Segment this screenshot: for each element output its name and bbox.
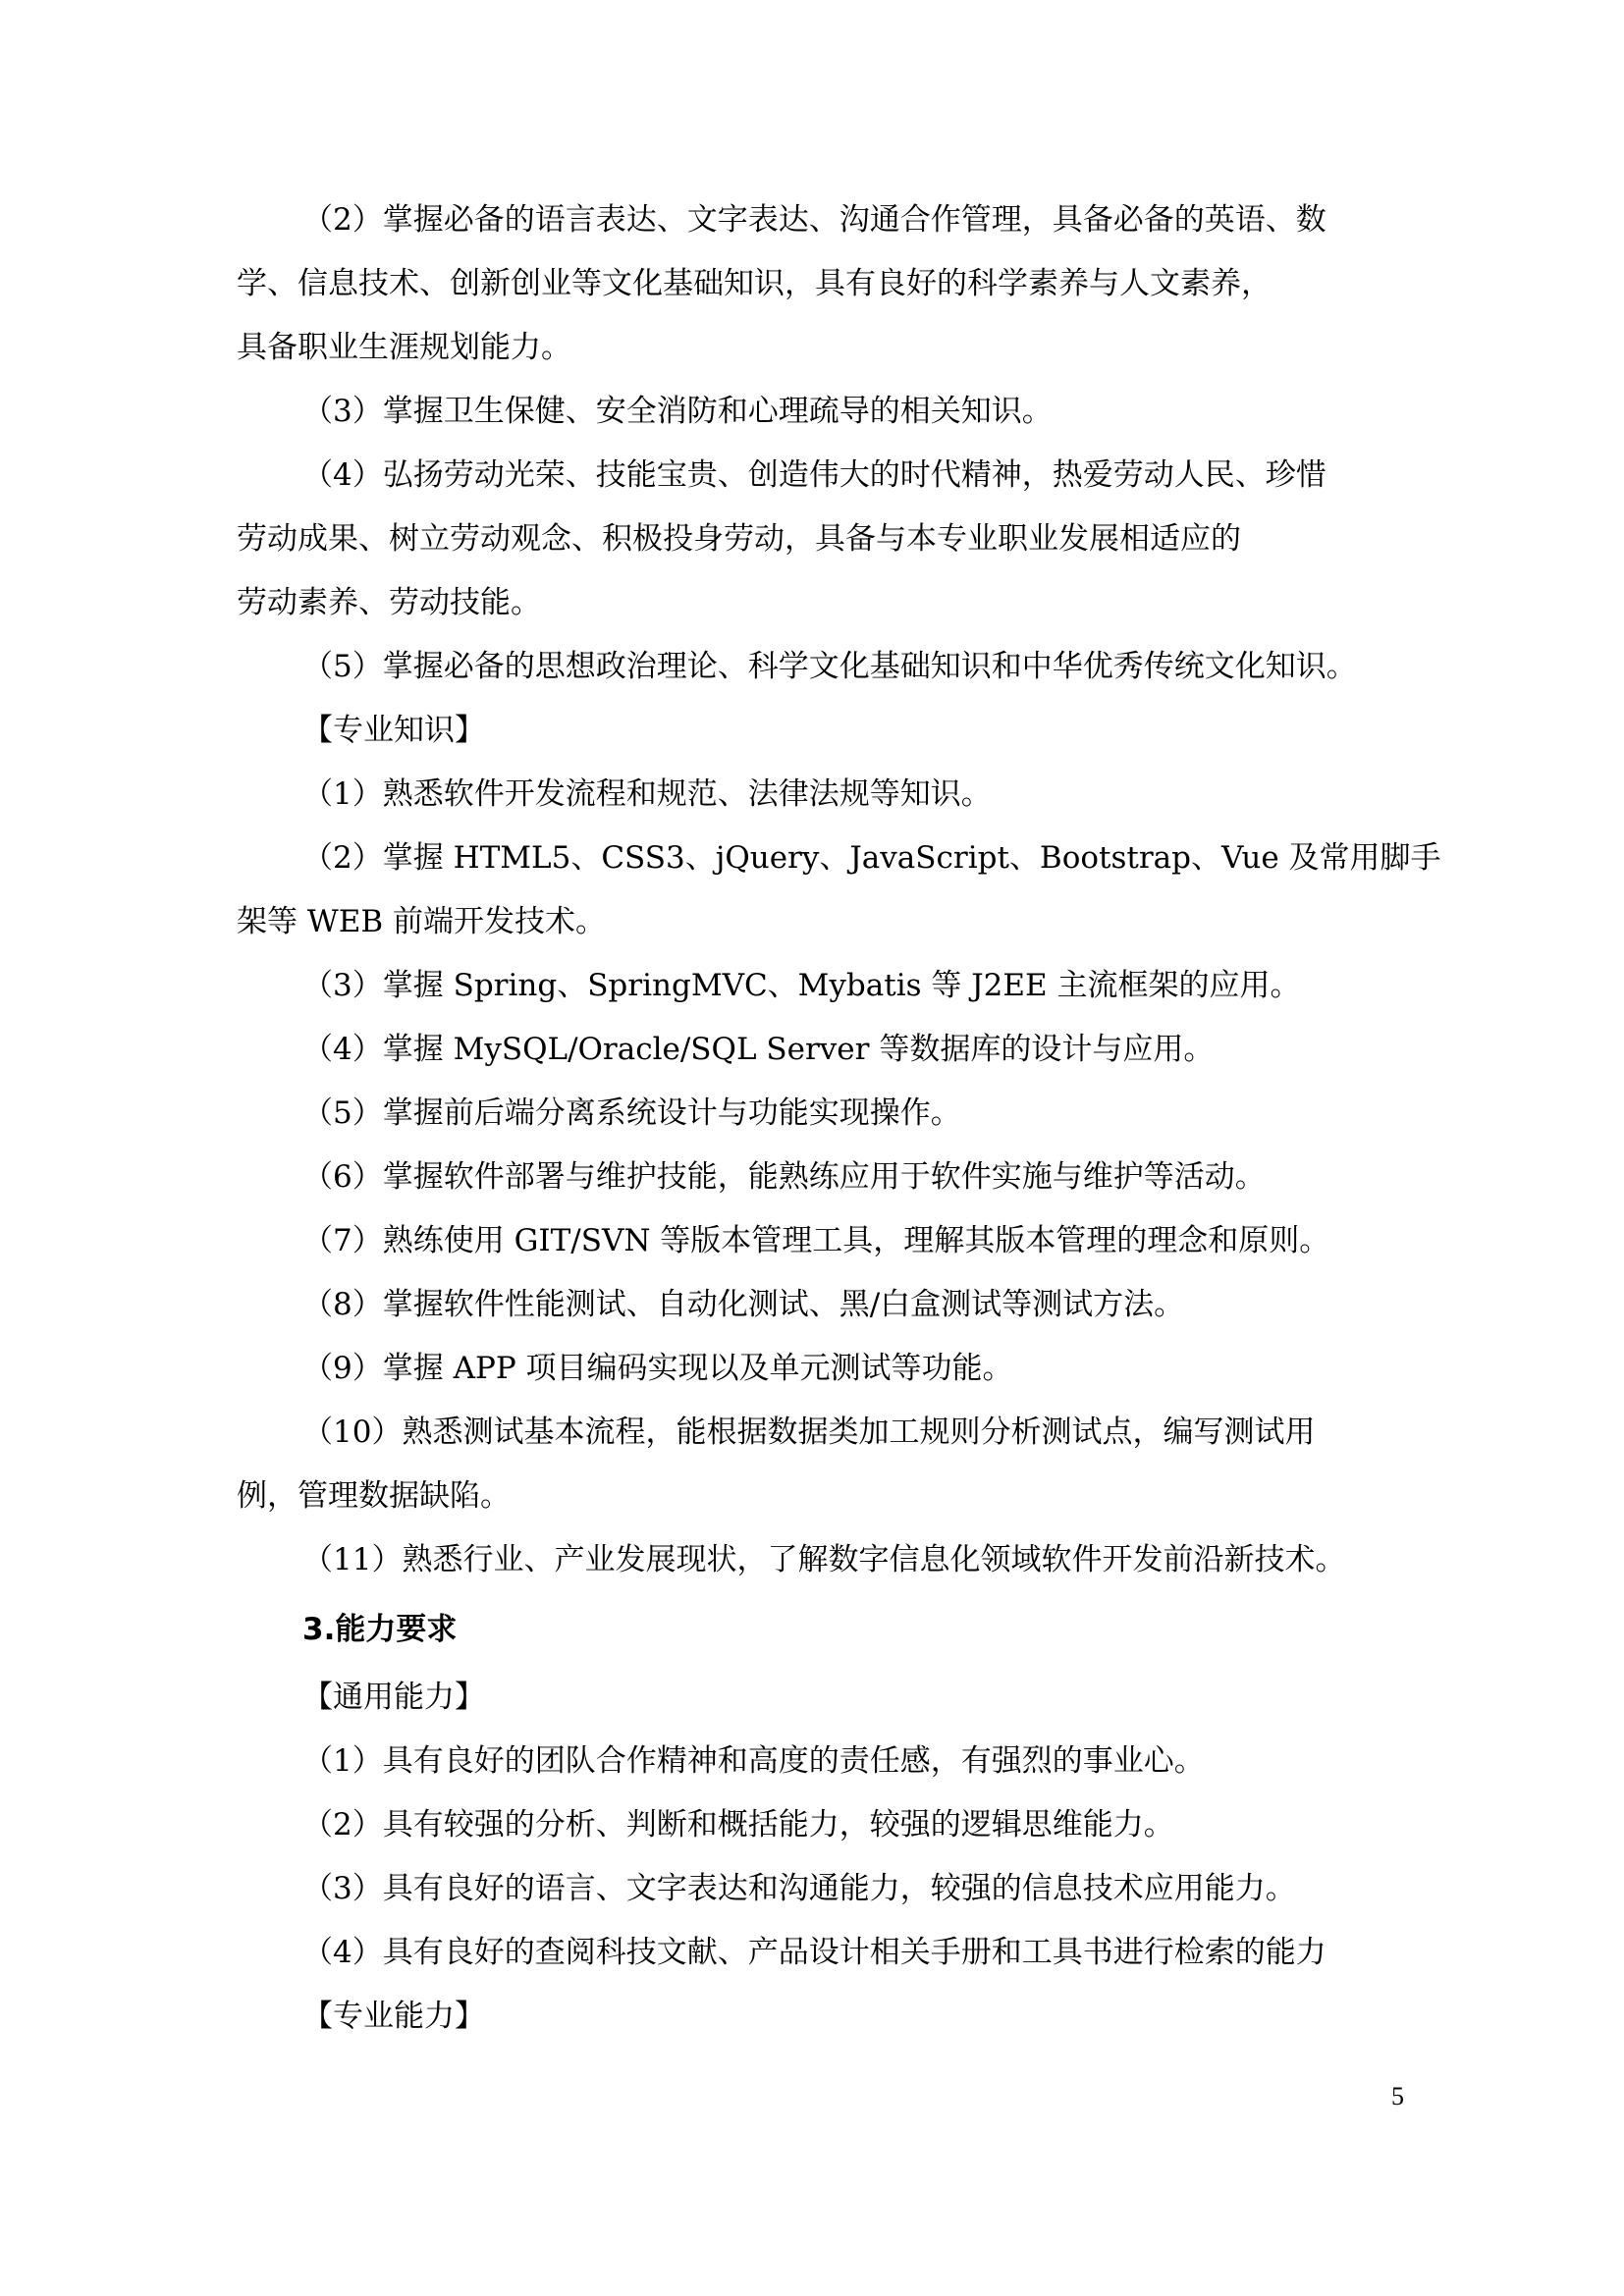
professional-knowledge-item-6: （6）掌握软件部署与维护技能，能熟练应用于软件实施与维护等活动。 (302, 1159, 1266, 1195)
general-knowledge-item-3: （3）掌握卫生保健、安全消防和心理疏导的相关知识。 (302, 394, 1053, 429)
professional-knowledge-heading: 【专业知识】 (302, 713, 485, 748)
professional-knowledge-item-9: （9）掌握 APP 项目编码实现以及单元测试等功能。 (302, 1351, 1013, 1386)
professional-knowledge-item-11: （11）熟悉行业、产业发展现状，了解数字信息化领域软件开发前沿新技术。 (302, 1542, 1346, 1577)
general-knowledge-item-4-line-3: 劳动素养、劳动技能。 (237, 585, 541, 620)
general-knowledge-item-2-line-3: 具备职业生涯规划能力。 (237, 330, 571, 365)
general-ability-item-4: （4）具有良好的查阅科技文献、产品设计相关手册和工具书进行检索的能力 (302, 1935, 1326, 1970)
professional-knowledge-item-4: （4）掌握 MySQL/Oracle/SQL Server 等数据库的设计与应用。 (302, 1032, 1215, 1067)
general-knowledge-item-2-line-1: （2）掌握必备的语言表达、文字表达、沟通合作管理，具备必备的英语、数 (302, 202, 1326, 238)
general-ability-item-2: （2）具有较强的分析、判断和概括能力，较强的逻辑思维能力。 (302, 1807, 1174, 1842)
general-knowledge-item-4-line-1: （4）弘扬劳动光荣、技能宝贵、创造伟大的时代精神，热爱劳动人民、珍惜 (302, 457, 1326, 493)
professional-knowledge-item-10-line-2: 例，管理数据缺陷。 (237, 1478, 511, 1514)
professional-knowledge-item-7: （7）熟练使用 GIT/SVN 等版本管理工具，理解其版本管理的理念和原则。 (302, 1223, 1330, 1258)
general-knowledge-item-5: （5）掌握必备的思想政治理论、科学文化基础知识和中华优秀传统文化知识。 (302, 649, 1357, 684)
ability-requirements-title: 3.能力要求 (302, 1612, 458, 1647)
general-ability-item-1: （1）具有良好的团队合作精神和高度的责任感，有强烈的事业心。 (302, 1743, 1205, 1779)
professional-knowledge-item-3: （3）掌握 Spring、SpringMVC、Mybatis 等 J2EE 主流框架的应用。 (302, 968, 1301, 1003)
professional-knowledge-item-2-line-2: 架等 WEB 前端开发技术。 (237, 904, 606, 939)
general-ability-item-3: （3）具有良好的语言、文字表达和沟通能力，较强的信息技术应用能力。 (302, 1871, 1296, 1906)
general-ability-heading: 【通用能力】 (302, 1680, 485, 1715)
professional-knowledge-item-1: （1）熟悉软件开发流程和规范、法律法规等知识。 (302, 776, 992, 812)
professional-ability-heading: 【专业能力】 (302, 1999, 485, 2034)
page-number: 5 (1391, 2082, 1404, 2110)
professional-knowledge-item-10-line-1: （10）熟悉测试基本流程，能根据数据类加工规则分析测试点，编写测试用 (302, 1415, 1316, 1450)
general-knowledge-item-2-line-2: 学、信息技术、创新创业等文化基础知识，具有良好的科学素养与人文素养， (237, 266, 1272, 301)
professional-knowledge-item-8: （8）掌握软件性能测试、自动化测试、黑/白盒测试等测试方法。 (302, 1287, 1185, 1322)
professional-knowledge-item-2-line-1: （2）掌握 HTML5、CSS3、jQuery、JavaScript、Bootstrap、Vue 及常用脚手 (302, 840, 1441, 876)
general-knowledge-item-4-line-2: 劳动成果、树立劳动观念、积极投身劳动，具备与本专业职业发展相适应的 (237, 521, 1241, 557)
professional-knowledge-item-5: （5）掌握前后端分离系统设计与功能实现操作。 (302, 1095, 961, 1131)
